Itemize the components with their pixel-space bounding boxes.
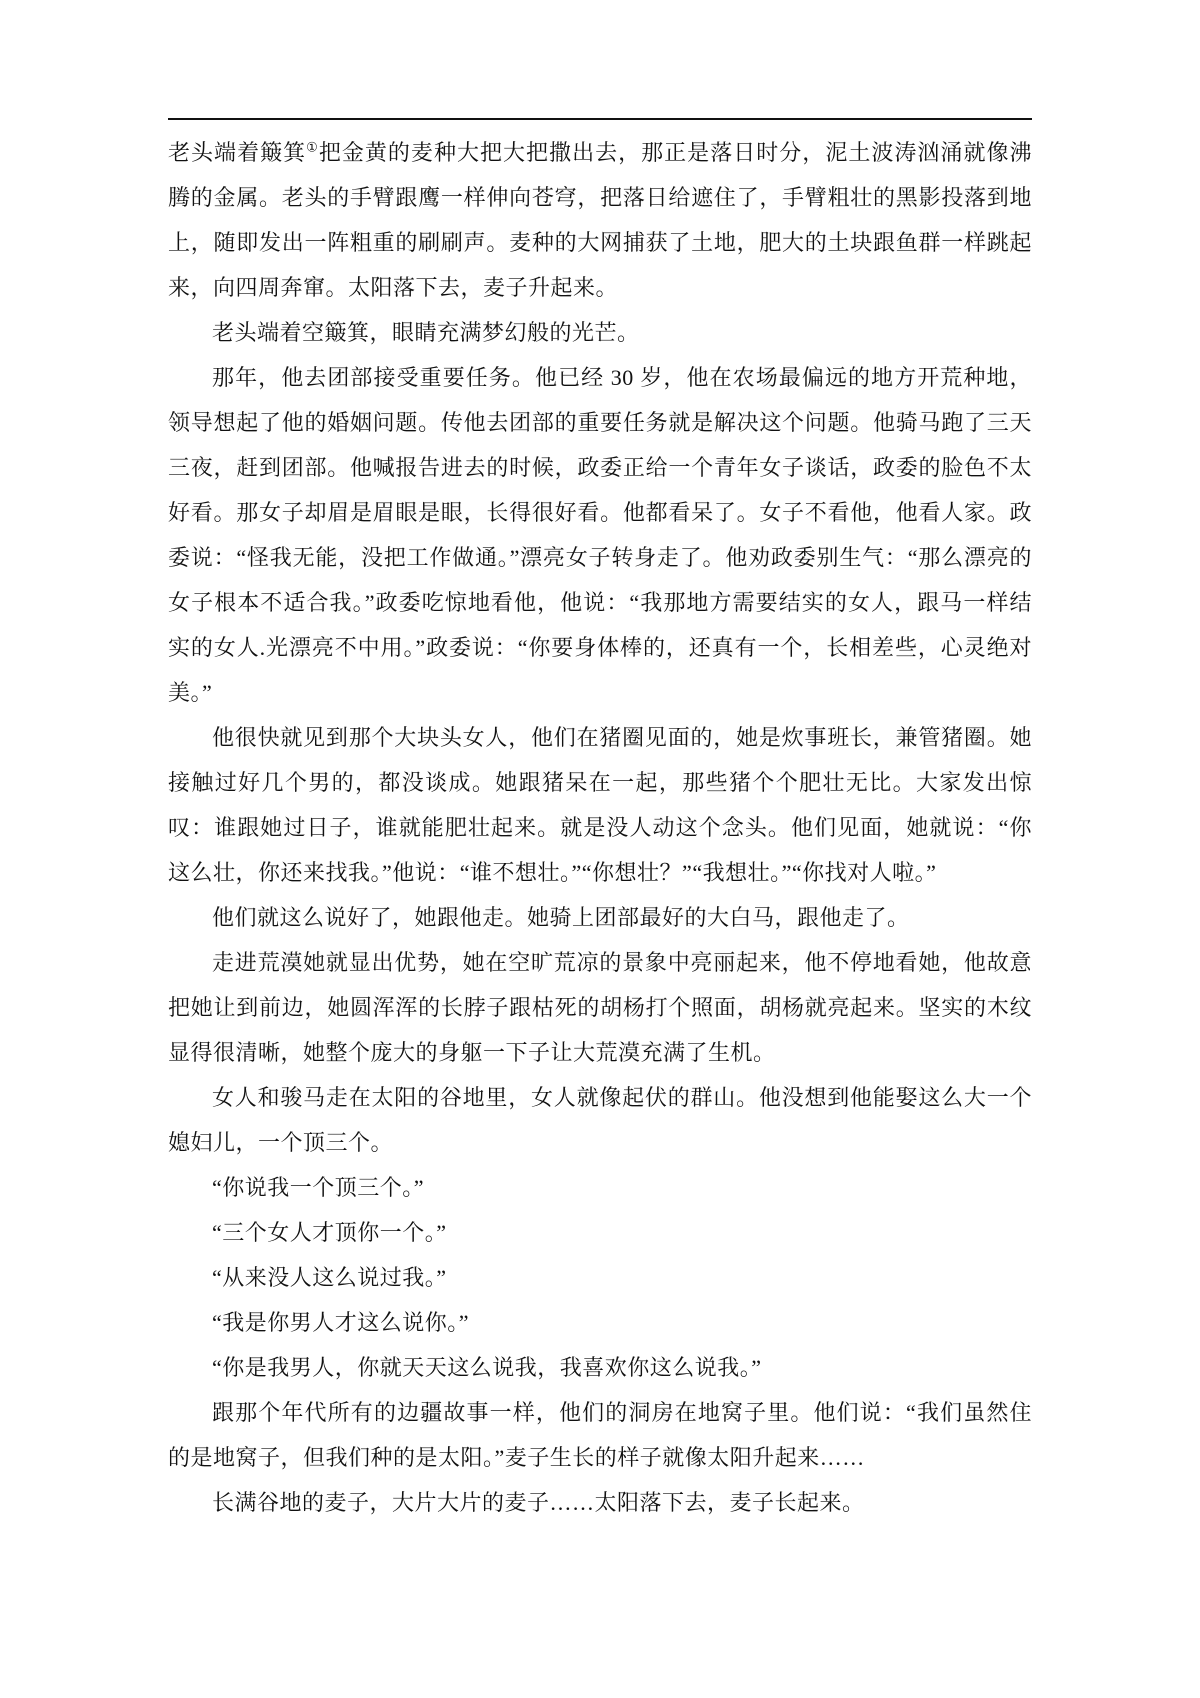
paragraph: 跟那个年代所有的边疆故事一样，他们的洞房在地窝子里。他们说：“我们虽然住的是地窝子，但我们种的是太阳。”麦子生长的样子就像太阳升起来……	[168, 1400, 1032, 1470]
paragraph-dialogue: “三个女人才顶你一个。”	[212, 1220, 447, 1245]
paragraph-text: 把金黄的麦种大把大把撒出去，那正是落日时分，泥土波涛汹涌就像沸腾的金属。老头的手臂跟鹰一样伸向苍穹，把落日给遮住了，手臂粗壮的黑影投落到地上，随即发出一阵粗重的刷刷声。麦种的大网捕获了土地，肥大的土块跟鱼群一样跳起来，向四周奔窜。太阳落下去，麦子升起来。	[168, 140, 1032, 300]
paragraph: 他们就这么说好了，她跟他走。她骑上团部最好的大白马，跟他走了。	[212, 905, 910, 930]
paragraph: 他很快就见到那个大块头女人，他们在猪圈见面的，她是炊事班长，兼管猪圈。她接触过好几个男的，都没谈成。她跟猪呆在一起，那些猪个个肥壮无比。大家发出惊叹：谁跟她过日子，谁就能肥壮起来。就是没人动这个念头。他们见面，她就说：“你这么壮，你还来找我。”他说：“谁不想壮。”“你想壮？”“我想壮。”“你找对人啦。”	[168, 725, 1032, 885]
paragraph: 走进荒漠她就显出优势，她在空旷荒凉的景象中亮丽起来，他不停地看她，他故意把她让到前边，她圆浑浑的长脖子跟枯死的胡杨打个照面，胡杨就亮起来。坚实的木纹显得很清晰，她整个庞大的身躯一下子让大荒漠充满了生机。	[168, 950, 1032, 1065]
paragraph: 长满谷地的麦子，大片大片的麦子……太阳落下去，麦子长起来。	[212, 1490, 865, 1515]
paragraph-dialogue: “我是你男人才这么说你。”	[212, 1310, 470, 1335]
paragraph: 女人和骏马走在太阳的谷地里，女人就像起伏的群山。他没想到他能娶这么大一个媳妇儿，一个顶三个。	[168, 1085, 1032, 1155]
paragraph-dialogue: “你说我一个顶三个。”	[212, 1175, 425, 1200]
header-rule	[168, 118, 1032, 120]
footnote-marker: ①	[306, 139, 319, 155]
paragraph: 那年，他去团部接受重要任务。他已经 30 岁，他在农场最偏远的地方开荒种地，领导想起了他的婚姻问题。传他去团部的重要任务就是解决这个问题。他骑马跑了三天三夜，赶到团部。他喊报告进去的时候，政委正给一个青年女子谈话，政委的脸色不太好看。那女子却眉是眉眼是眼，长得很好看。他都看呆了。女子不看他，他看人家。政委说：“怪我无能，没把工作做通。”漂亮女子转身走了。他劝政委别生气：“那么漂亮的女子根本不适合我。”政委吃惊地看他，他说：“我那地方需要结实的女人，跟马一样结实的女人.光漂亮不中用。”政委说：“你要身体棒的，还真有一个，长相差些，心灵绝对美。”	[168, 365, 1032, 705]
paragraph-text: 老头端着簸箕	[168, 140, 307, 165]
paragraph-dialogue: “你是我男人，你就天天这么说我，我喜欢你这么说我。”	[212, 1355, 762, 1380]
paragraph-dialogue: “从来没人这么说过我。”	[212, 1265, 447, 1290]
paragraph	[168, 130, 1032, 310]
paragraph: 老头端着空簸箕，眼睛充满梦幻般的光芒。	[212, 320, 640, 345]
document-content	[168, 130, 1032, 1525]
